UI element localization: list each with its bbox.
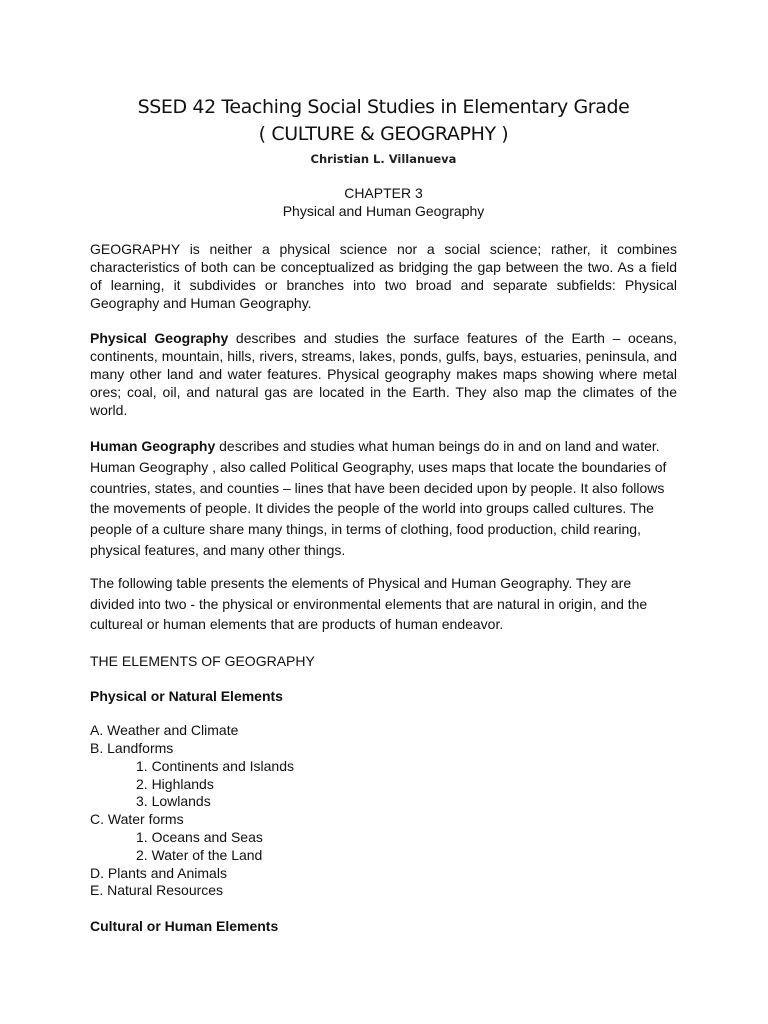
physical-geography-term: Physical Geography [90, 330, 229, 346]
list-subitem: 2. Water of the Land [136, 846, 263, 863]
cultural-elements-heading: Cultural or Human Elements [90, 918, 279, 935]
human-geography-paragraph [90, 436, 677, 561]
list-subitem: 3. Lowlands [136, 793, 211, 810]
document-page [90, 94, 677, 935]
chapter-name: Physical and Human Geography [282, 203, 485, 219]
list-item: D. Plants and Animals [90, 864, 227, 881]
human-geography-text: describes and studies what human beings do in and on land and water. Human Geography , also called Political Geography, uses maps that locate the boundaries of countries, states, and counties – lines that have been decided upon by people. It also follows the movements of people. It divides the people of the world into groups called cultures. The people of a culture share many things, in terms of clothing, food production, child rearing, physical features, and many other things. [90, 438, 667, 558]
table-intro-paragraph: The following table presents the elements of Physical and Human Geography. They are divided into two - the physical or environmental elements that are natural in origin, and the cultureal or human elements that are products of human endeavor. [90, 574, 648, 633]
chapter-heading [90, 184, 677, 220]
chapter-number: CHAPTER 3 [344, 185, 423, 201]
author-name: Christian L. Villanueva [310, 152, 457, 166]
physical-elements-list [90, 722, 677, 900]
intro-paragraph: GEOGRAPHY is neither a physical science nor a social science; rather, it combines characteristics of both can be conceptualized as bridging the gap between the two. As a field of learning, it subdivides or branches into two broad and separate subfields: Physical Geography and Human Geography. [90, 241, 677, 311]
list-subitem: 1. Continents and Islands [136, 757, 294, 774]
list-item: C. Water forms [90, 811, 184, 828]
physical-geography-text: describes and studies the surface features of the Earth – oceans, continents, mountain, hills, rivers, streams, lakes, ponds, gulfs, bays, estuaries, peninsula, and many other land and water features. Physical geography makes maps showing where metal ores; coal, oil, and natural gas are located in the Earth. They also map the climates of the world. [90, 330, 677, 418]
elements-heading: THE ELEMENTS OF GEOGRAPHY [90, 653, 315, 670]
title-line-2: ( CULTURE & GEOGRAPHY ) [258, 123, 509, 145]
physical-geography-paragraph [90, 329, 677, 419]
list-subitem: 1. Oceans and Seas [136, 828, 263, 845]
document-title [90, 94, 677, 148]
human-geography-term: Human Geography [90, 438, 216, 454]
list-item: B. Landforms [90, 739, 174, 756]
list-subitem: 2. Highlands [136, 775, 214, 792]
list-item: A. Weather and Climate [90, 722, 239, 739]
list-item: E. Natural Resources [90, 882, 224, 899]
physical-elements-heading: Physical or Natural Elements [90, 688, 283, 705]
title-line-1: SSED 42 Teaching Social Studies in Elementary Grade [137, 96, 630, 118]
